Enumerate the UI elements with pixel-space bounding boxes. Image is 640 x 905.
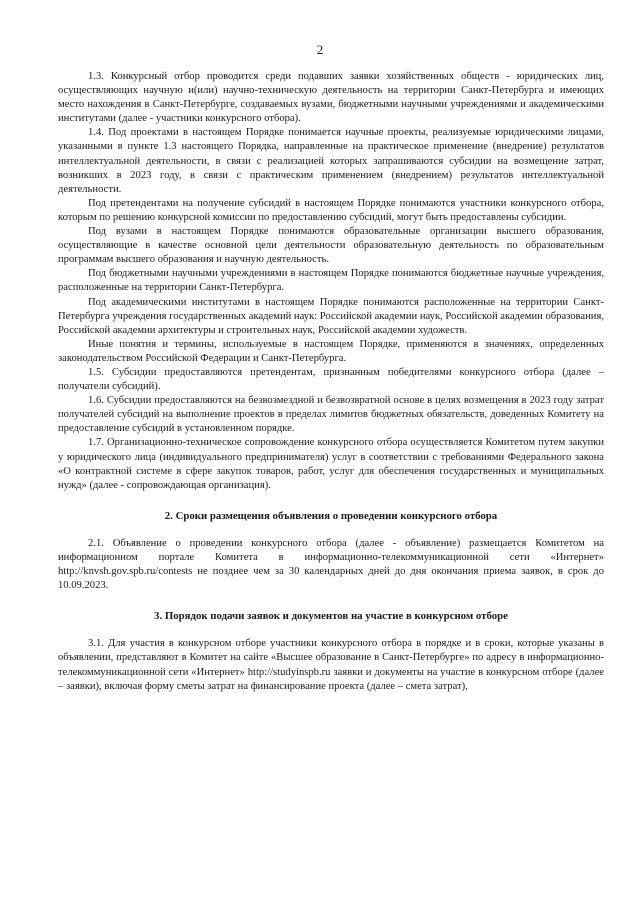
paragraph-universities-definition: Под вузами в настоящем Порядке понимаются образовательные организации высшего образования, осуществляющие в качестве основной цели деятельности образовательную деятельность по образовательным программам высшего образования и научную деятельность. bbox=[58, 226, 604, 266]
paragraph-1-4: 1.4. Под проектами в настоящем Порядке понимается научные проекты, реализуемые юридическими лицами, указанными в пункте 1.3 настоящего Порядка, направленные на практическое применение (внедрение) результатов интеллектуальной деятельности, в связи с реализацией которых запрашиваются субсидии на возмещение затрат, возникших в 2023 году, в связи с практическим применением (внедрением) результатов интеллектуальной деятельности. bbox=[58, 127, 604, 195]
paragraph-2-1: 2.1. Объявление о проведении конкурсного отбора (далее - объявление) размещается Комитетом на информационном портале Комитета в информационно-телекоммуникационной сети «Интернет» http://knvsh.gov.spb.ru/contests не позднее чем за 30 календарных дней до дня окончания приема заявок, в срок до 10.09.2023. bbox=[58, 537, 604, 592]
section-2-heading: 2. Сроки размещения объявления о проведении конкурсного отбора bbox=[164, 509, 498, 522]
paragraph-applicants-definition: Под претендентами на получение субсидий в настоящем Порядке понимаются участники конкурсного отбора, которым по решению конкурсной комиссии по предоставлению субсидий, могут быть предоставлены субсидии. bbox=[58, 197, 604, 223]
page-number: 2 bbox=[316, 42, 324, 57]
paragraph-1-5: 1.5. Субсидии предоставляются претендентам, признанным победителями конкурсного отбора (далее – получатели субсидий). bbox=[58, 366, 604, 393]
paragraph-other-terms: Иные понятия и термины, используемые в настоящем Порядке, применяются в значениях, определенных законодательством Российской Федерации и Санкт-Петербурга. bbox=[58, 338, 604, 364]
paragraph-1-7: 1.7. Организационно-техническое сопровождение конкурсного отбора осуществляется Комитетом путем закупки у юридического лица (индивидуального предпринимателя) услуг в соответствии с требованиями Федерального закона «О контрактной системе в сфере закупок товаров, работ, услуг для обеспечения государственных и муниципальных нужд» (далее - сопровождающая организация). bbox=[58, 437, 604, 491]
document-body bbox=[58, 70, 604, 694]
paragraph-3-1: 3.1. Для участия в конкурсном отборе участники конкурсного отбора в порядке и в сроки, которые указаны в объявлении, представляют в Комитет на сайте «Высшее образование в Санкт-Петербурге» по адресу в информационно-телекоммуникационной сети «Интернет» http://studyinspb.ru заявки и документы на участие в конкурсном отборе (далее – заявки), включая форму сметы затрат на финансирование проекта (далее – смета затрат), bbox=[58, 638, 604, 692]
paragraph-1-3: 1.3. Конкурсный отбор проводится среди подавших заявки хозяйственных обществ - юридических лиц, осуществляющих научную и(или) научно-техническую деятельность на территории Санкт-Петербурга и имеющих место нахождения в Санкт-Петербурге, создаваемых вузами, бюджетными научными учреждениями и академическими институтами (далее - участники конкурсного отбора). bbox=[58, 71, 604, 125]
paragraph-budget-institutions-definition: Под бюджетными научными учреждениями в настоящем Порядке понимаются бюджетные научные учреждения, расположенные на территории Санкт-Петербурга. bbox=[58, 268, 604, 294]
paragraph-academic-institutes-definition: Под академическими институтами в настоящем Порядке понимаются расположенные на территории Санкт-Петербурга учреждения государственных академий наук: Российской академии наук, Российской академии образования, Российской академии архитектуры и строительных наук, Российской академии художеств. bbox=[58, 296, 604, 336]
section-3-heading: 3. Порядок подачи заявок и документов на участие в конкурсном отборе bbox=[154, 610, 508, 623]
paragraph-1-6: 1.6. Субсидии предоставляются на безвозмездной и безвозвратной основе в целях возмещения в 2023 году затрат получателей субсидий на выполнение проектов в пределах лимитов бюджетных обязательств, доведенных Комитету на предоставление субсидий в установленном порядке. bbox=[58, 395, 604, 435]
